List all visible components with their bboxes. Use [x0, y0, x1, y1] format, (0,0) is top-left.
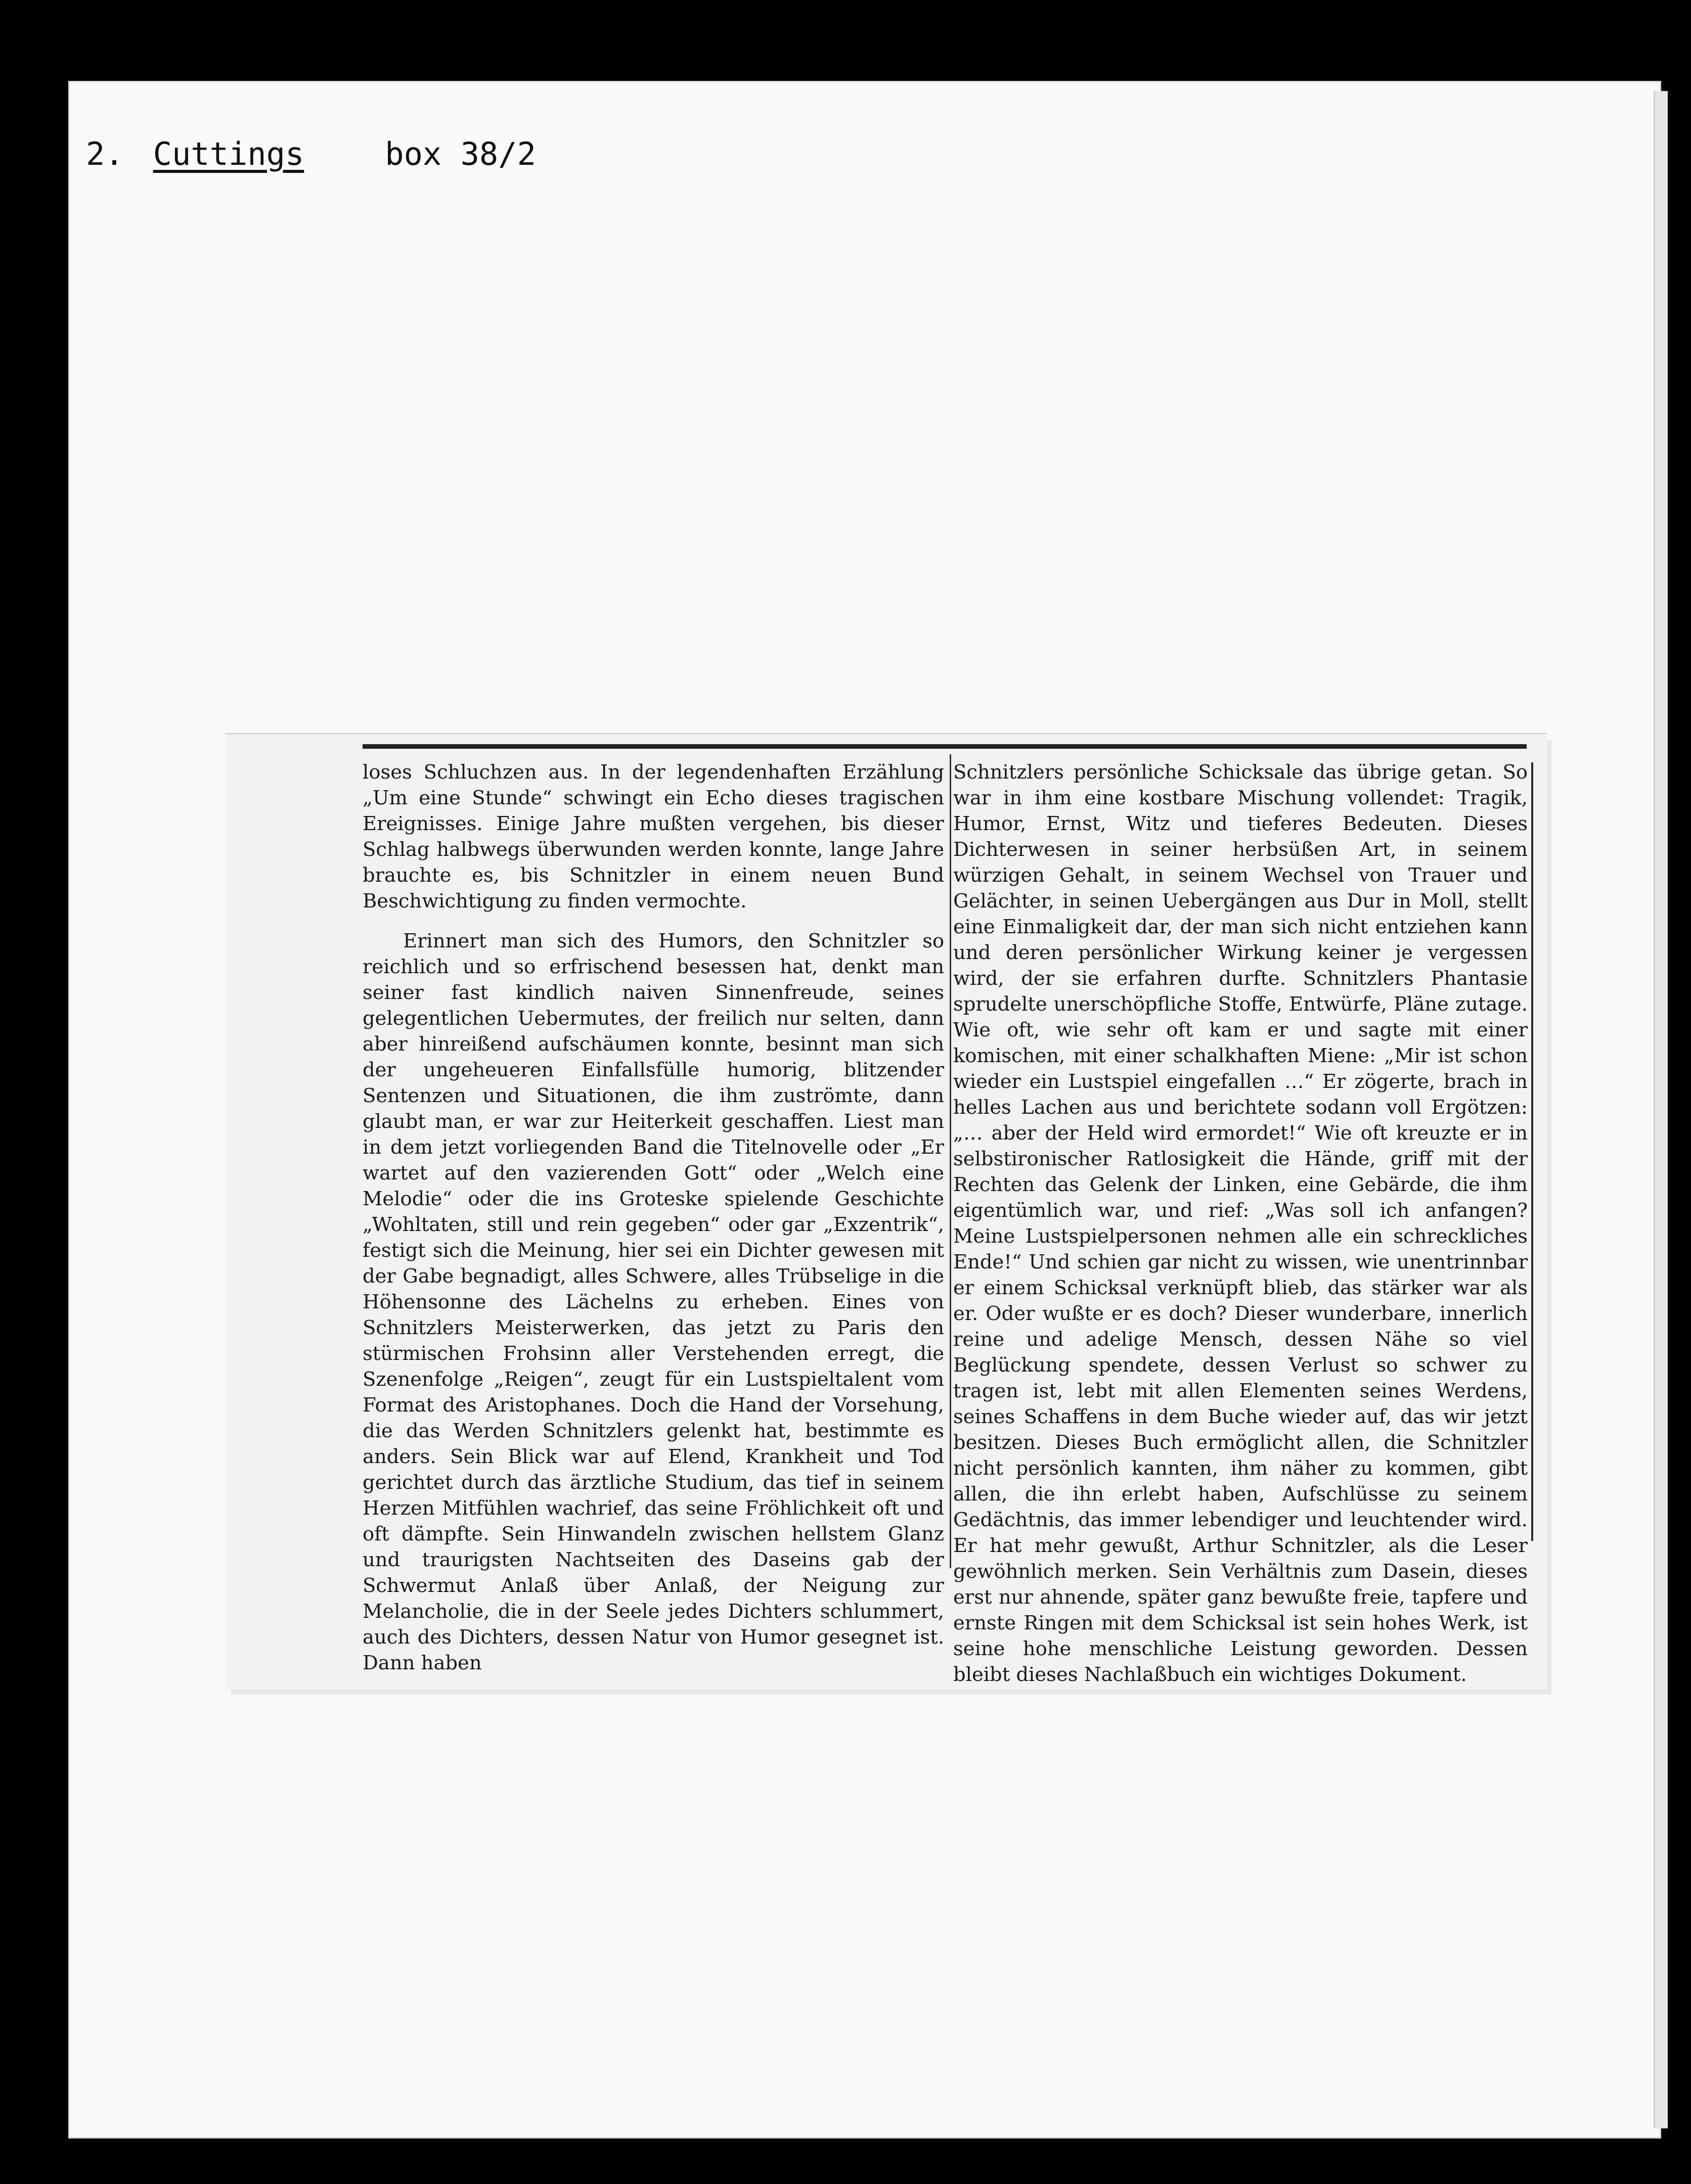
header-category: Cuttings [153, 135, 304, 172]
clipping-top-rule [363, 744, 1527, 749]
column-divider [950, 754, 951, 1568]
archive-header [86, 135, 536, 172]
newspaper-clipping [225, 733, 1547, 1690]
clipping-column-left [363, 759, 944, 1676]
paragraph: Erinnert man sich des Humors, den Schnitzler so reichlich und so erfrischend besessen hat, denkt man seiner fast kindlich naiven Sinnenfreude, seines gelegentlichen Uebermutes, der freilich nur selten, dann aber hinreißend aufschäumen konnte, besinnt man sich der ungeheueren Einfallsfülle humorig, blitzender Sentenzen und Situationen, die ihm zuströmte, dann glaubt man, er war zur Heiterkeit geschaffen. Liest man in dem jetzt vorliegenden Band die Titelnovelle oder „Er wartet auf den vazierenden Gott“ oder „Welch eine Melodie“ oder die ins Groteske spielende Geschichte „Wohltaten, still und rein gegeben“ oder gar „Exzentrik“, festigt sich die Meinung, hier sei ein Dichter gewesen mit der Gabe begnadigt, alles Schwere, alles Trübselige in die Höhensonne des Lächelns zu erheben. Eines von Schnitzlers Meisterwerken, das jetzt zu Paris den stürmischen Frohsinn aller Verstehenden erregt, die Szenenfolge „Reigen“, zeugt für ein Lustspieltalent vom Format des Aristophanes. Doch die Hand der Vorsehung, die das Werden Schnitzlers gelenkt hat, bestimmte es anders. Sein Blick war auf Elend, Krankheit und Tod gerichtet durch das ärztliche Studium, das tief in seinem Herzen Mitfühlen wachrief, das seine Fröhlichkeit oft und oft dämpfte. Sein Hinwandeln zwischen hellstem Glanz und traurigsten Nachtseiten des Daseins gab der Schwermut Anlaß über Anlaß, der Neigung zur Melancholie, die in der Seele jedes Dichters schlummert, auch des Dichters, dessen Natur von Humor gesegnet ist. Dann haben [363, 930, 944, 1674]
paragraph: Schnitzlers persönliche Schicksale das übrige getan. So war in ihm eine kostbare Mischung vollendet: Tragik, Humor, Ernst, Witz und tieferes Bedeuten. Dieses Dichterwesen in seiner herbsüßen Art, in seinem würzigen Gehalt, in seinem Wechsel von Trauer und Gelächter, in seinen Uebergängen aus Dur in Moll, stellt eine Einmaligkeit dar, der man sich nicht entziehen kann und deren persönlicher Wirkung keiner je vergessen wird, der sie erfahren durfte. Schnitzlers Phantasie sprudelte unerschöpfliche Stoffe, Entwürfe, Pläne zutage. Wie oft, wie sehr oft kam er und sagte mit einer komischen, mit einer schalkhaften Miene: „Mir ist schon wieder ein Lustspiel eingefallen …“ Er zögerte, brach in helles Lachen aus und berichtete sodann voll Ergötzen: „… aber der Held wird ermordet!“ Wie oft kreuzte er in selbstironischer Ratlosigkeit die Hände, griff mit der Rechten das Gelenk der Linken, eine Gebärde, die ihm eigentümlich war, und rief: „Was soll ich anfangen? Meine Lustspielpersonen nehmen alle ein schreckliches Ende!“ Und schien gar nicht zu wissen, wie unentrinnbar er einem Schicksal verknüpft blieb, das stärker war als er. Oder wußte er es doch? Dieser wunderbare, innerlich reine und adelige Mensch, dessen Nähe so viel Beglückung spendete, dessen Verlust so schwer zu tragen ist, lebt mit allen Elementen seines Werdens, seines Schaffens in dem Buche wieder auf, das wir jetzt besitzen. Dieses Buch ermöglicht allen, die Schnitzler nicht persönlich kannten, ihm näher zu kommen, gibt allen, die ihn erlebt haben, Aufschlüsse zu seinem Gedächtnis, das immer lebendiger und leuchtender wird. Er hat mehr gewußt, Arthur Schnitzler, als die Leser gewöhnlich merken. Sein Verhältnis zum Dasein, dieses erst nur ahnende, später ganz bewußte freie, tapfere und ernste Ringen mit dem Schicksal ist sein hohes Werk, ist seine hohe menschliche Leistung geworden. Dessen bleibt dieses Nachlaßbuch ein wichtiges Dokument. [953, 761, 1528, 1686]
header-number: 2. [86, 135, 124, 172]
sheet-edge [1654, 91, 1668, 2128]
clipping-right-edge-rule [1531, 762, 1533, 1541]
header-box-label: box 38/2 [385, 135, 536, 172]
clipping-column-right [953, 759, 1528, 1688]
paragraph: loses Schluchzen aus. In der legendenhaften Erzählung „Um eine Stunde“ schwingt ein Echo dieses tragischen Ereignisses. Einige Jahre mußten vergehen, bis dieser Schlag halbwegs überwunden werden konnte, lange Jahre brauchte es, bis Schnitzler in einem neuen Bund Beschwichtigung zu finden vermochte. [363, 761, 944, 913]
